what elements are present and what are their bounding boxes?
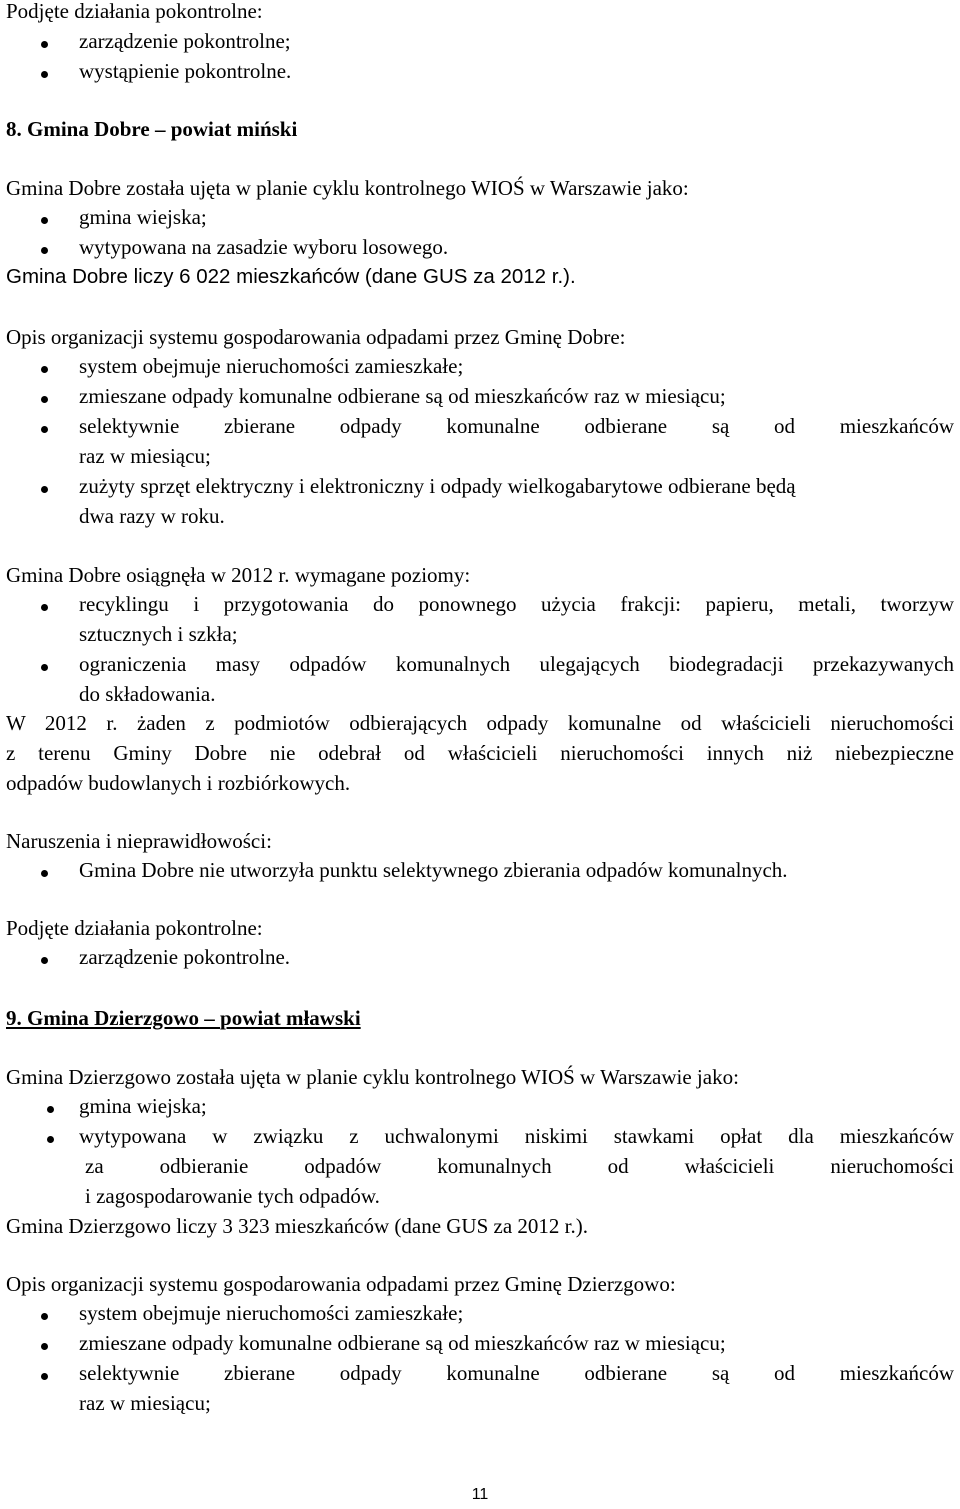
actions-heading: Podjęte działania pokontrolne: xyxy=(6,916,263,940)
bullet xyxy=(41,870,48,877)
section-heading xyxy=(6,1004,954,1032)
violations-heading: Naruszenia i nieprawidłowości: xyxy=(6,829,272,853)
list-item: selektywnie zbierane odpady komunalne odbierane są od mieszkańców xyxy=(79,1361,954,1385)
bullet xyxy=(47,1106,54,1113)
list-item: wytypowana na zasadzie wyboru losowego. xyxy=(79,235,449,259)
list-item: zarządzenie pokontrolne; xyxy=(79,29,291,53)
bullet xyxy=(41,217,48,224)
paragraph: Gmina Dzierzgowo została ujęta w planie cyklu kontrolnego WIOŚ w Warszawie jako: xyxy=(6,1065,739,1089)
list-item: ograniczenia masy odpadów komunalnych ulegających biodegradacji przekazywanych xyxy=(79,652,954,676)
org-heading: Opis organizacji systemu gospodarowania odpadami przez Gminę Dobre: xyxy=(6,325,626,349)
list-item-continuation: do składowania. xyxy=(79,682,216,706)
bullet xyxy=(41,604,48,611)
list-item-continuation: za odbieranie odpadów komunalnych od właścicieli nieruchomości xyxy=(85,1154,954,1178)
list-item: system obejmuje nieruchomości zamieszkałe; xyxy=(79,1301,464,1325)
org-heading: Opis organizacji systemu gospodarowania odpadami przez Gminę Dzierzgowo: xyxy=(6,1272,676,1296)
page-number: 11 xyxy=(471,1486,489,1503)
paragraph: z terenu Gminy Dobre nie odebrał od właścicieli nieruchomości innych niż niebezpieczne xyxy=(6,741,954,765)
bullet xyxy=(41,41,48,48)
list-item-continuation: i zagospodarowanie tych odpadów. xyxy=(85,1184,380,1208)
section-heading-number: 9. Gmina Dzierzgowo xyxy=(6,1006,200,1030)
bullet xyxy=(41,1373,48,1380)
list-item-continuation: raz w miesiącu; xyxy=(79,444,211,468)
actions-heading: Podjęte działania pokontrolne: xyxy=(6,0,263,23)
section-heading-district: powiat mławski xyxy=(220,1006,361,1030)
section-heading-dash: – xyxy=(199,1006,221,1030)
bullet xyxy=(41,366,48,373)
list-item: Gmina Dobre nie utworzyła punktu selektywnego zbierania odpadów komunalnych. xyxy=(79,858,788,882)
list-item: wytypowana w związku z uchwalonymi niskimi stawkami opłat dla mieszkańców xyxy=(79,1124,954,1148)
paragraph: Gmina Dobre została ujęta w planie cyklu kontrolnego WIOŚ w Warszawie jako: xyxy=(6,176,689,200)
list-item: selektywnie zbierane odpady komunalne odbierane są od mieszkańców xyxy=(79,414,954,438)
list-item: system obejmuje nieruchomości zamieszkałe; xyxy=(79,354,464,378)
paragraph: W 2012 r. żaden z podmiotów odbierających odpady komunalne od właścicieli nieruchomości xyxy=(6,711,954,735)
list-item: recyklingu i przygotowania do ponownego użycia frakcji: papieru, metali, tworzyw xyxy=(79,592,954,616)
list-item: gmina wiejska; xyxy=(79,205,207,229)
bullet xyxy=(41,396,48,403)
list-item: zużyty sprzęt elektryczny i elektroniczny i odpady wielkogabarytowe odbierane będą xyxy=(79,474,796,498)
bullet xyxy=(41,71,48,78)
bullet xyxy=(41,247,48,254)
list-item: wystąpienie pokontrolne. xyxy=(79,59,292,83)
list-item: zarządzenie pokontrolne. xyxy=(79,945,291,969)
bullet xyxy=(41,664,48,671)
bullet xyxy=(47,1136,54,1143)
bullet xyxy=(41,957,48,964)
levels-heading: Gmina Dobre osiągnęła w 2012 r. wymagane poziomy: xyxy=(6,563,471,587)
paragraph: odpadów budowlanych i rozbiórkowych. xyxy=(6,771,351,795)
list-item-continuation: sztucznych i szkła; xyxy=(79,622,238,646)
population-line: Gmina Dobre liczy 6 022 mieszkańców (dane GUS za 2012 r.). xyxy=(6,265,576,288)
bullet xyxy=(41,426,48,433)
section-heading: 8. Gmina Dobre – powiat miński xyxy=(6,117,298,141)
bullet xyxy=(41,1313,48,1320)
list-item-continuation: dwa razy w roku. xyxy=(79,504,225,528)
list-item: zmieszane odpady komunalne odbierane są od mieszkańców raz w miesiącu; xyxy=(79,384,726,408)
list-item: zmieszane odpady komunalne odbierane są od mieszkańców raz w miesiącu; xyxy=(79,1331,726,1355)
list-item: gmina wiejska; xyxy=(79,1094,207,1118)
bullet xyxy=(41,1343,48,1350)
population-line: Gmina Dzierzgowo liczy 3 323 mieszkańców (dane GUS za 2012 r.). xyxy=(6,1214,588,1238)
bullet xyxy=(41,486,48,493)
list-item-continuation: raz w miesiącu; xyxy=(79,1391,211,1415)
